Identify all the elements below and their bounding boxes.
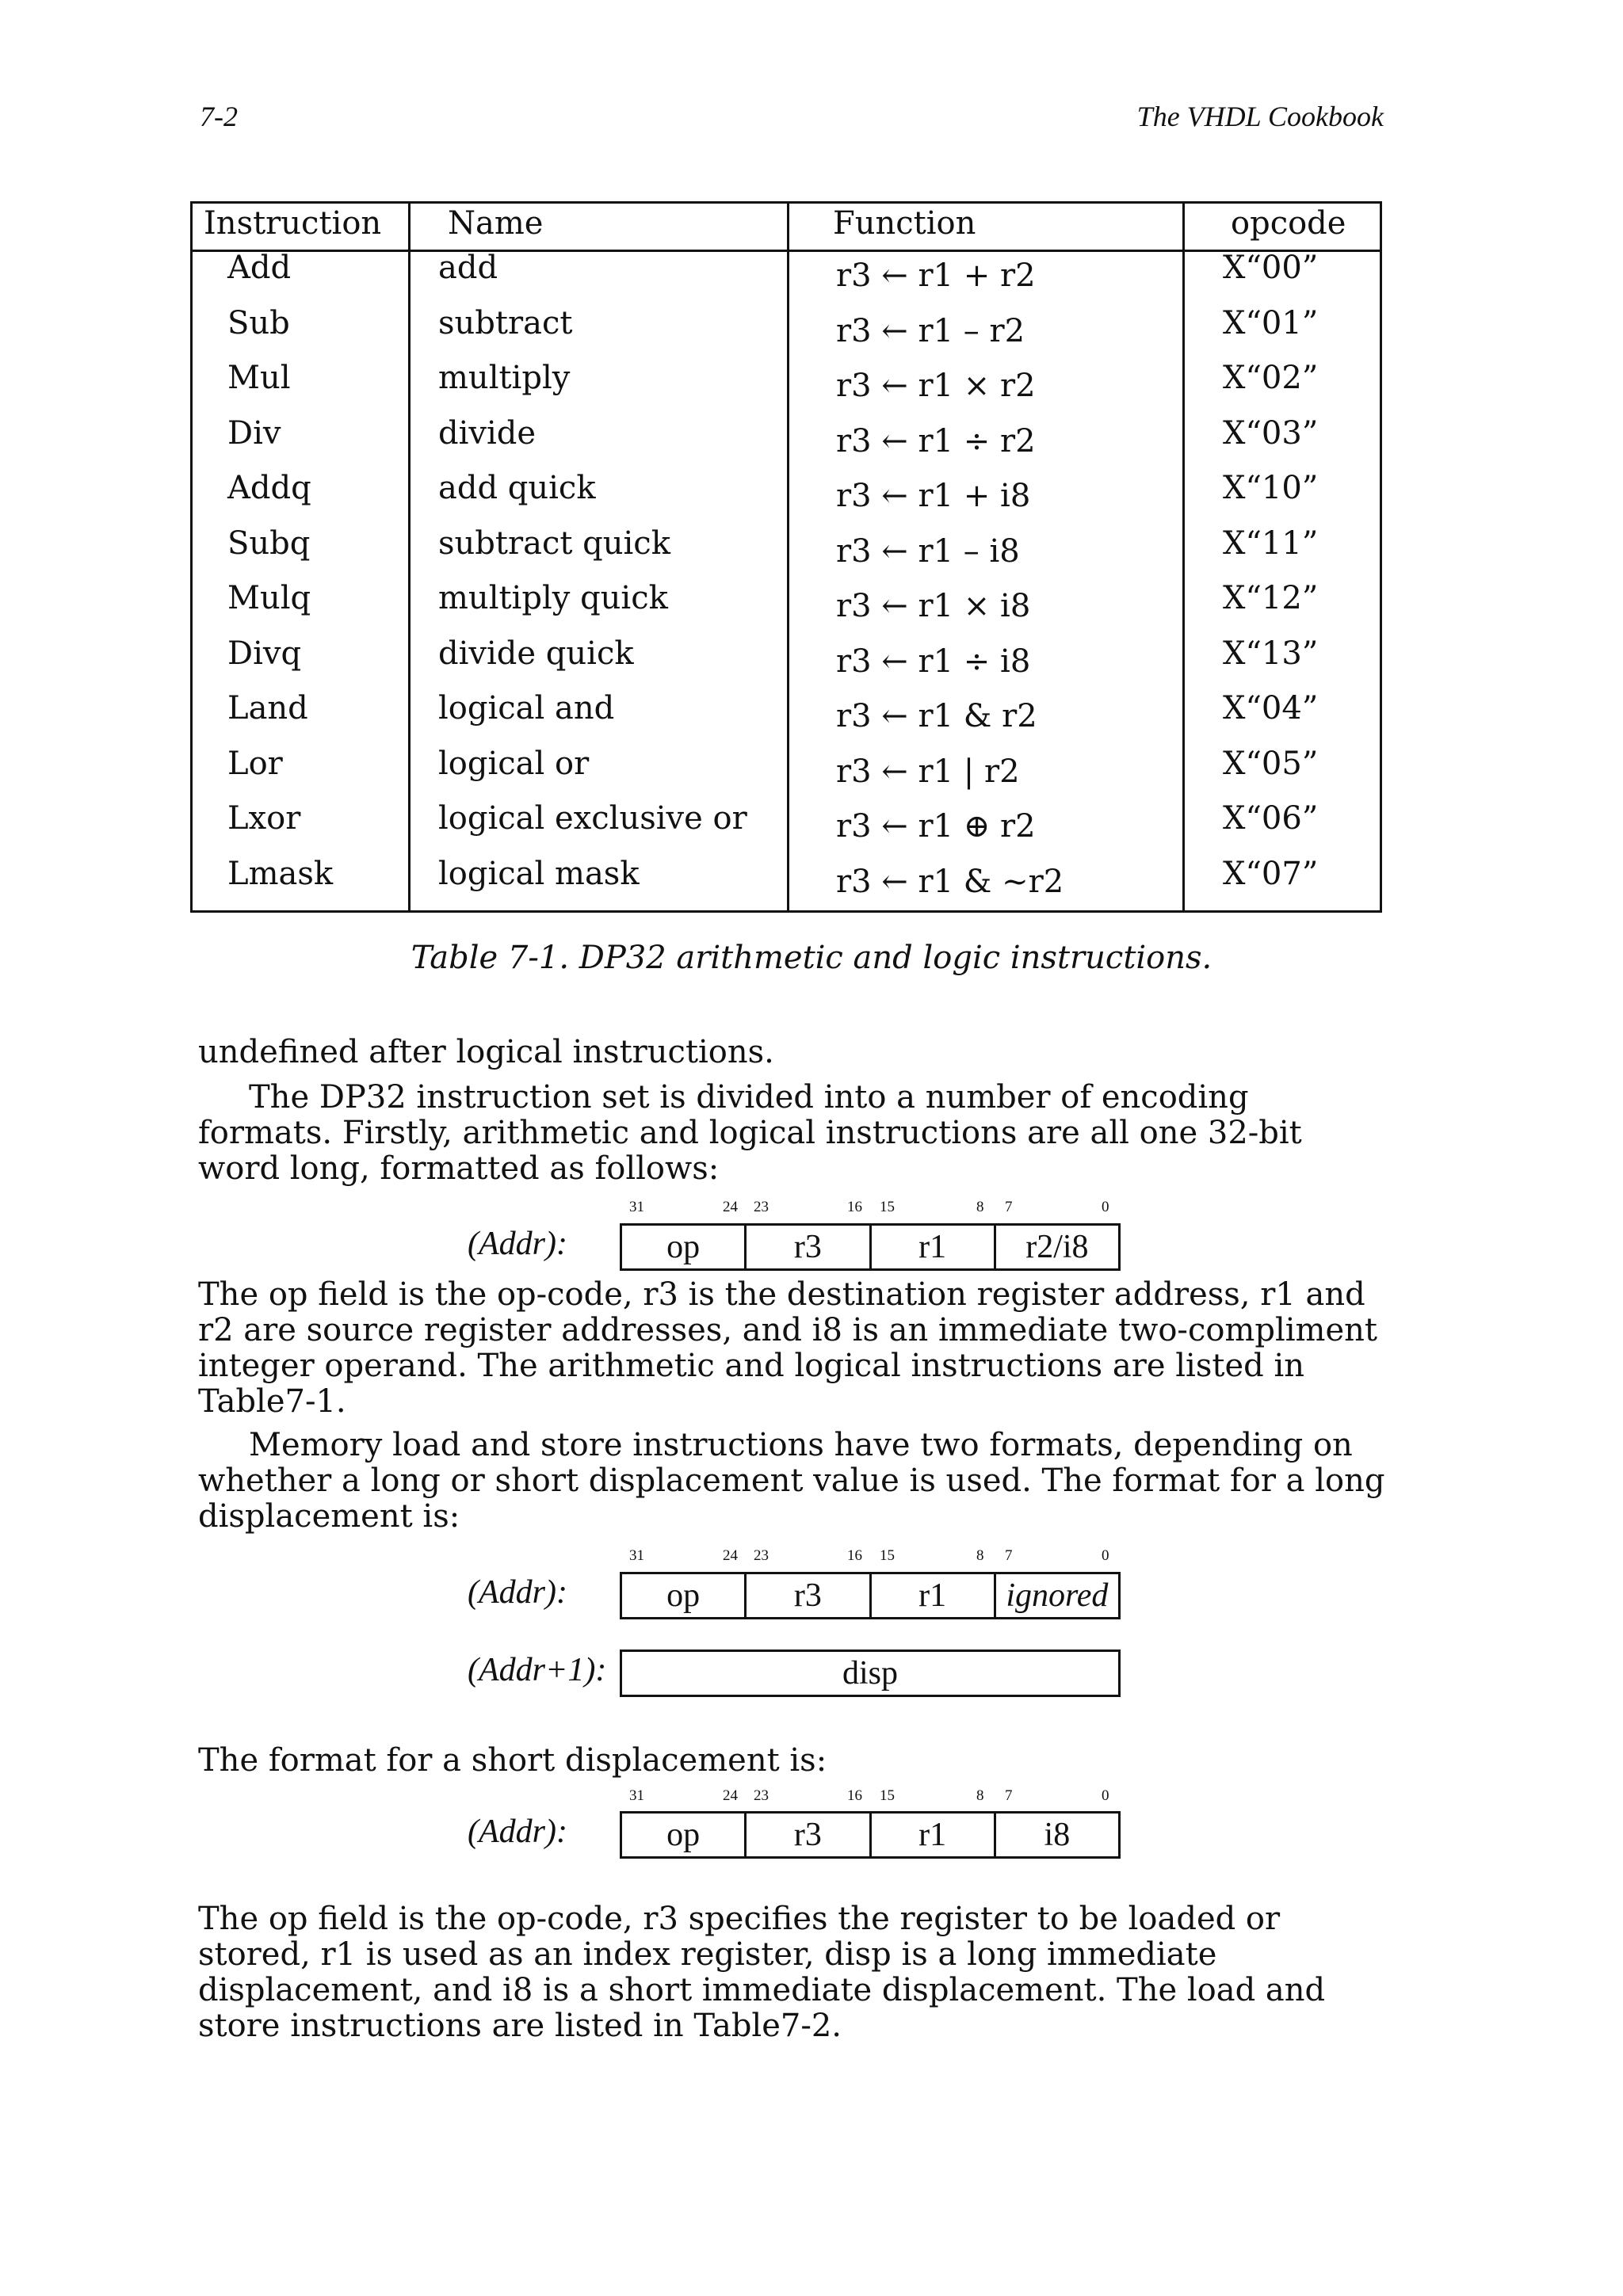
- cell-name: divide: [438, 414, 537, 452]
- cell-instruction: Mul: [227, 360, 291, 396]
- cell-opcode: X“02”: [1223, 360, 1319, 396]
- cell-opcode: X“11”: [1223, 524, 1319, 562]
- cell-function: r3 ← r1 × i8: [836, 588, 1031, 624]
- cell-opcode: X“07”: [1223, 855, 1319, 892]
- cell-instruction: Lor: [227, 745, 283, 782]
- cell-instruction: Lmask: [227, 855, 334, 892]
- cell-opcode: X“03”: [1223, 414, 1319, 452]
- column-header-opcode: opcode: [1231, 205, 1346, 242]
- cell-instruction: Lxor: [227, 800, 301, 837]
- bit-label: 24: [723, 1199, 738, 1215]
- bit-label: 31: [629, 1199, 644, 1215]
- paragraph-text: The DP32 instruction set is divided into a number of encoding formats. Firstly, arithmetic and logical instructions are all one 32-bit word long, formatted as follows:: [198, 1079, 1302, 1187]
- cell-instruction: Mulq: [227, 580, 311, 616]
- instruction-format-arith: [620, 1223, 1121, 1271]
- cell-opcode: X“01”: [1223, 304, 1319, 341]
- cell-instruction: Land: [227, 690, 308, 727]
- cell-name: add: [438, 250, 498, 286]
- paragraph: [198, 1277, 1387, 1535]
- paragraph: [198, 1743, 1387, 1779]
- address-label: (Addr+1):: [468, 1652, 607, 1688]
- field-op: op: [622, 1814, 747, 1856]
- paragraph-text: The op field is the op-code, r3 specifies the register to be loaded or stored, r1 is used as an index register, disp is a long immediate displacement, and i8 is a short immediate displacement. The load and store instructions are listed in Table7-2.: [198, 1901, 1326, 2044]
- bit-label: 0: [1102, 1199, 1109, 1215]
- cell-instruction: Sub: [227, 304, 290, 341]
- bit-label: 23: [754, 1547, 769, 1564]
- field-r3: r3: [747, 1574, 871, 1617]
- bit-label: 7: [1005, 1199, 1013, 1215]
- bit-label: 8: [976, 1547, 984, 1564]
- paragraph-text: Memory load and store instructions have two formats, depending on whether a long or short displacement value is used. The format for a long displacement is:: [198, 1427, 1385, 1535]
- field-op: op: [622, 1574, 747, 1617]
- cell-function: r3 ← r1 | r2: [836, 753, 1020, 790]
- bit-label: 8: [976, 1787, 984, 1804]
- cell-name: logical exclusive or: [438, 800, 747, 837]
- page-number: 7-2: [200, 101, 238, 132]
- paragraph-text: The format for a short displacement is:: [198, 1742, 827, 1779]
- bit-label: 16: [847, 1787, 862, 1804]
- field-i8: i8: [1044, 1817, 1071, 1853]
- table-divider: [408, 204, 411, 910]
- bit-label: 23: [754, 1199, 769, 1215]
- paragraph-text: undefined after logical instructions.: [198, 1034, 774, 1070]
- cell-name: logical mask: [438, 855, 640, 892]
- cell-opcode: X“00”: [1223, 250, 1319, 286]
- cell-instruction: Subq: [227, 524, 311, 562]
- cell-name: subtract quick: [438, 524, 670, 562]
- table-divider: [1182, 204, 1185, 910]
- field-r1: r1: [872, 1226, 996, 1268]
- cell-function: r3 ← r1 ⊕ r2: [836, 808, 1036, 845]
- paragraph: [198, 1035, 1387, 1187]
- cell-opcode: X“06”: [1223, 800, 1319, 837]
- cell-name: logical and: [438, 690, 615, 727]
- instruction-format-short-disp: [620, 1811, 1121, 1859]
- paragraph-text: The op field is the op-code, r3 is the destination register address, r1 and r2 are source register addresses, and i8 is an immediate two-compliment integer operand. The arithmetic and logical instructions are listed in Table7-1.: [198, 1276, 1377, 1420]
- cell-instruction: Addq: [227, 470, 311, 506]
- cell-function: r3 ← r1 – r2: [836, 312, 1025, 349]
- paragraph: [198, 1901, 1387, 2044]
- bit-label: 0: [1102, 1787, 1109, 1804]
- bit-label: 8: [976, 1199, 984, 1215]
- cell-name: subtract: [438, 304, 573, 341]
- cell-function: r3 ← r1 & ~r2: [836, 863, 1064, 900]
- bit-label: 7: [1005, 1547, 1013, 1564]
- field-disp: disp: [842, 1655, 898, 1691]
- bit-label: 7: [1005, 1787, 1013, 1804]
- table-divider: [787, 204, 789, 910]
- cell-function: r3 ← r1 + i8: [836, 478, 1031, 514]
- book-title: The VHDL Cookbook: [1136, 101, 1384, 132]
- cell-name: multiply quick: [438, 580, 668, 616]
- cell-instruction: Divq: [227, 635, 302, 672]
- field-ignored: ignored: [1006, 1577, 1109, 1614]
- field-op: op: [622, 1226, 747, 1268]
- field-r1: r1: [872, 1574, 996, 1617]
- bit-label: 15: [880, 1547, 895, 1564]
- cell-function: r3 ← r1 & r2: [836, 698, 1037, 734]
- bit-label: 0: [1102, 1547, 1109, 1564]
- cell-opcode: X“12”: [1223, 580, 1319, 616]
- cell-name: divide quick: [438, 635, 634, 672]
- bit-label: 23: [754, 1787, 769, 1804]
- cell-opcode: X“13”: [1223, 635, 1319, 672]
- cell-function: r3 ← r1 + r2: [836, 257, 1036, 294]
- field-r3: r3: [747, 1814, 871, 1856]
- field-r2-i8: r2/i8: [1025, 1229, 1089, 1265]
- cell-name: add quick: [438, 470, 596, 506]
- bit-label: 15: [880, 1199, 895, 1215]
- column-header-function: Function: [833, 205, 976, 242]
- bit-label: 31: [629, 1787, 644, 1804]
- column-header-name: Name: [448, 205, 544, 242]
- bit-label: 24: [723, 1787, 738, 1804]
- cell-opcode: X“05”: [1223, 745, 1319, 782]
- cell-function: r3 ← r1 ÷ r2: [836, 422, 1036, 460]
- cell-instruction: Add: [227, 250, 292, 286]
- bit-label: 16: [847, 1199, 862, 1215]
- field-r3: r3: [747, 1226, 871, 1268]
- bit-label: 15: [880, 1787, 895, 1804]
- address-label: (Addr):: [468, 1574, 567, 1611]
- address-label: (Addr):: [468, 1814, 567, 1850]
- instruction-format-long-disp: [620, 1572, 1121, 1619]
- cell-name: multiply: [438, 360, 571, 396]
- cell-function: r3 ← r1 ÷ i8: [836, 643, 1031, 680]
- bit-label: 16: [847, 1547, 862, 1564]
- bit-label: 31: [629, 1547, 644, 1564]
- instruction-table: [190, 201, 1382, 913]
- bit-label: 24: [723, 1547, 738, 1564]
- field-r1: r1: [872, 1814, 996, 1856]
- column-header-instruction: Instruction: [204, 205, 382, 242]
- cell-function: r3 ← r1 × r2: [836, 368, 1036, 404]
- displacement-word: [620, 1650, 1121, 1697]
- address-label: (Addr):: [468, 1226, 567, 1262]
- cell-opcode: X“04”: [1223, 690, 1319, 727]
- cell-instruction: Div: [227, 414, 281, 452]
- cell-name: logical or: [438, 745, 590, 782]
- cell-function: r3 ← r1 – i8: [836, 532, 1020, 570]
- table-caption: Table 7-1. DP32 arithmetic and logic instructions.: [411, 940, 1212, 976]
- cell-opcode: X“10”: [1223, 470, 1319, 506]
